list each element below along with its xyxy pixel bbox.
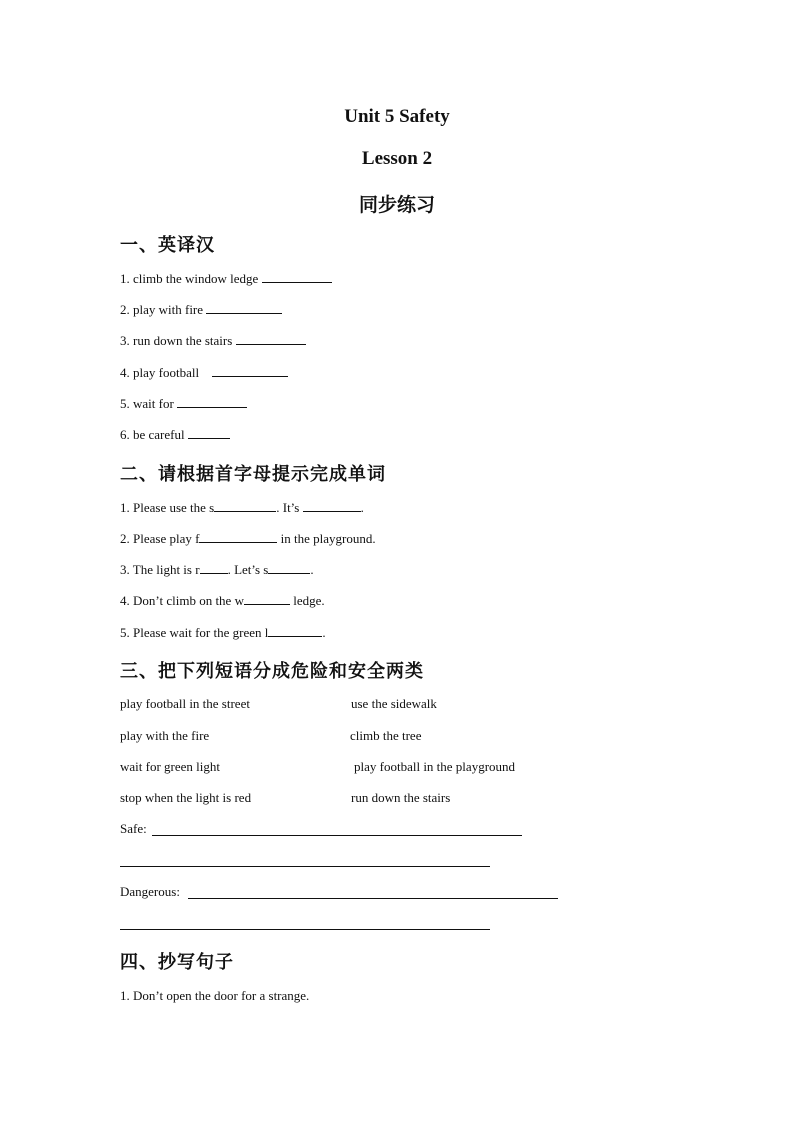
page-title: Unit 5 Safety [344, 106, 450, 127]
phrase-item: climb the tree [350, 728, 422, 743]
phrase-item: run down the stairs [351, 790, 451, 805]
section2-item: 3. The light is r . Let’s s . [120, 562, 314, 577]
answer-blank[interactable] [268, 624, 322, 637]
phrase-item: wait for green light [120, 759, 220, 774]
section2-heading: 二、请根据首字母提示完成单词 [120, 464, 386, 485]
answer-blank[interactable] [212, 364, 288, 377]
phrase-item: play football in the playground [354, 759, 516, 774]
dangerous-answer-line[interactable] [120, 929, 490, 930]
safe-answer-line[interactable] [120, 866, 490, 867]
section1-item: 6. be careful [120, 426, 230, 443]
dangerous-answer-line[interactable] [188, 898, 558, 899]
answer-blank[interactable] [199, 530, 277, 543]
section2-item: 5. Please wait for the green l . [120, 625, 326, 640]
section1-heading: 一、英译汉 [120, 235, 215, 256]
answer-blank[interactable] [268, 561, 310, 574]
safe-label: Safe: [120, 821, 147, 836]
section2-item: 2. Please play f in the playground. [120, 531, 376, 546]
answer-blank[interactable] [214, 499, 276, 512]
section1-item: 3. run down the stairs [120, 332, 306, 349]
answer-blank[interactable] [177, 395, 247, 408]
sentence-item: 1. Don’t open the door for a strange. [120, 988, 310, 1003]
answer-blank[interactable] [262, 270, 332, 283]
phrase-item: play with the fire [120, 728, 210, 743]
section3-heading: 三、把下列短语分成危险和安全两类 [120, 661, 424, 682]
phrase-item: stop when the light is red [120, 790, 252, 805]
subtitle: 同步练习 [358, 195, 435, 216]
phrase-item: use the sidewalk [351, 696, 437, 711]
answer-blank[interactable] [206, 301, 282, 314]
safe-answer-line[interactable] [152, 835, 522, 836]
answer-blank[interactable] [303, 499, 361, 512]
section1-item: 4. play football [120, 364, 288, 381]
section2-item: 1. Please use the s . It’s . [120, 500, 364, 515]
section1-item: 1. climb the window ledge [120, 270, 332, 287]
section1-item: 5. wait for [120, 395, 247, 412]
lesson-title: Lesson 2 [361, 148, 433, 169]
dangerous-label: Dangerous: [120, 884, 180, 899]
section1-item: 2. play with fire [120, 301, 282, 318]
answer-blank[interactable] [188, 426, 230, 439]
answer-blank[interactable] [236, 332, 306, 345]
answer-blank[interactable] [200, 561, 228, 574]
phrase-item: play football in the street [120, 696, 250, 711]
section2-item: 4. Don’t climb on the w ledge. [120, 593, 325, 608]
answer-blank[interactable] [244, 592, 290, 605]
section4-heading: 四、抄写句子 [120, 952, 234, 973]
